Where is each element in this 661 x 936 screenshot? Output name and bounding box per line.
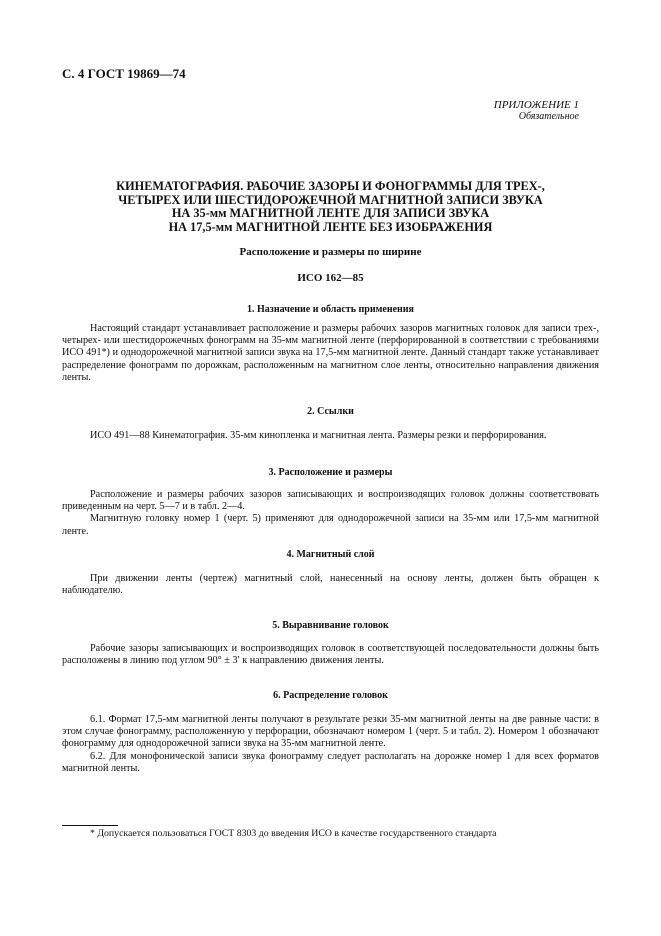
section-body (62, 489, 599, 538)
title-line: КИНЕМАТОГРАФИЯ. РАБОЧИЕ ЗАЗОРЫ И ФОНОГРАММЫ ДЛЯ ТРЕХ-, (116, 179, 545, 193)
paragraph: Расположение и размеры рабочих зазоров записывающих и воспроизводящих головок должны соответствовать приведенным на черт. 5—7 и в табл. 2—4. (62, 489, 599, 513)
appendix-label-block (494, 99, 579, 123)
section-body (62, 323, 599, 384)
section-heading: 6. Распределение головок (273, 690, 388, 701)
paragraph: 6.2. Для монофонической записи звука фонограмму следует располагать на дорожке номер 1 для всех форматов магнитной ленты. (62, 750, 599, 774)
document-title (60, 180, 601, 234)
paragraph: 6.1. Формат 17,5-мм магнитной ленты получают в результате резки 35-мм магнитной ленты на две равные части: в этом случае фонограмму, расположенную у перфорации, обозначают номером 1 (черт. 5 и табл. 2). Номером 1 обозначают фонограмму для однодорожечной записи звука на 35-мм магнитной ленте. (62, 714, 599, 750)
paragraph: Магнитную головку номер 1 (черт. 5) применяют для однодорожечной записи на 35-мм или 17,5-мм магнитной ленте. (62, 513, 599, 537)
iso-reference: ИСО 162—85 (297, 272, 364, 284)
footnote-rule (62, 825, 118, 826)
appendix-label: ПРИЛОЖЕНИЕ 1 (493, 99, 579, 111)
section-heading: 2. Ссылки (307, 406, 354, 417)
section-heading: 1. Назначение и область применения (247, 304, 414, 315)
section-heading: 3. Расположение и размеры (268, 467, 393, 478)
paragraph: Рабочие зазоры записывающих и воспроизводящих головок в соответствующей последовательности должны быть расположены в линию под углом 90° ± 3′ к направлению движения ленты. (62, 643, 599, 667)
page-number-header: С. 4 ГОСТ 19869—74 (62, 66, 186, 81)
paragraph: Настоящий стандарт устанавливает расположение и размеры рабочих зазоров магнитных головок для записи трех-, четырех- или шестидорожечных фонограмм на 35-мм магнитной ленте (перфорированной в соответствии с требованиями ИСО 491*) и однодорожечной магнитной записи звука на 17,5-мм магнитной ленте. Данный стандарт также устанавливает распределение фонограмм по дорожкам, расположенным на магнитном слое ленты, относительно направления движения ленты. (62, 323, 599, 383)
section-body (62, 643, 599, 667)
title-line: НА 17,5-мм МАГНИТНОЙ ЛЕНТЕ БЕЗ ИЗОБРАЖЕНИЯ (168, 219, 493, 234)
section-body (62, 573, 599, 597)
section-body (62, 714, 599, 775)
section-body (62, 430, 599, 442)
footnote: * Допускается пользоваться ГОСТ 8303 до введения ИСО в качестве государственного стандарта (90, 828, 497, 839)
appendix-status: Обязательное (518, 111, 579, 122)
paragraph: ИСО 491—88 Кинематография. 35-мм кинопленка и магнитная лента. Размеры резки и перфорирования. (90, 430, 547, 441)
paragraph: При движении ленты (чертеж) магнитный слой, нанесенный на основу ленты, должен быть обращен к наблюдателю. (62, 573, 599, 597)
title-line: НА 35-мм МАГНИТНОЙ ЛЕНТЕ ДЛЯ ЗАПИСИ ЗВУКА (171, 206, 490, 220)
section-heading: 4. Магнитный слой (286, 549, 375, 560)
document-subtitle: Расположение и размеры по ширине (239, 246, 422, 258)
section-heading: 5. Выравнивание головок (272, 620, 389, 631)
title-line: ЧЕТЫРЕХ ИЛИ ШЕСТИДОРОЖЕЧНОЙ МАГНИТНОЙ ЗАПИСИ ЗВУКА (118, 192, 543, 207)
